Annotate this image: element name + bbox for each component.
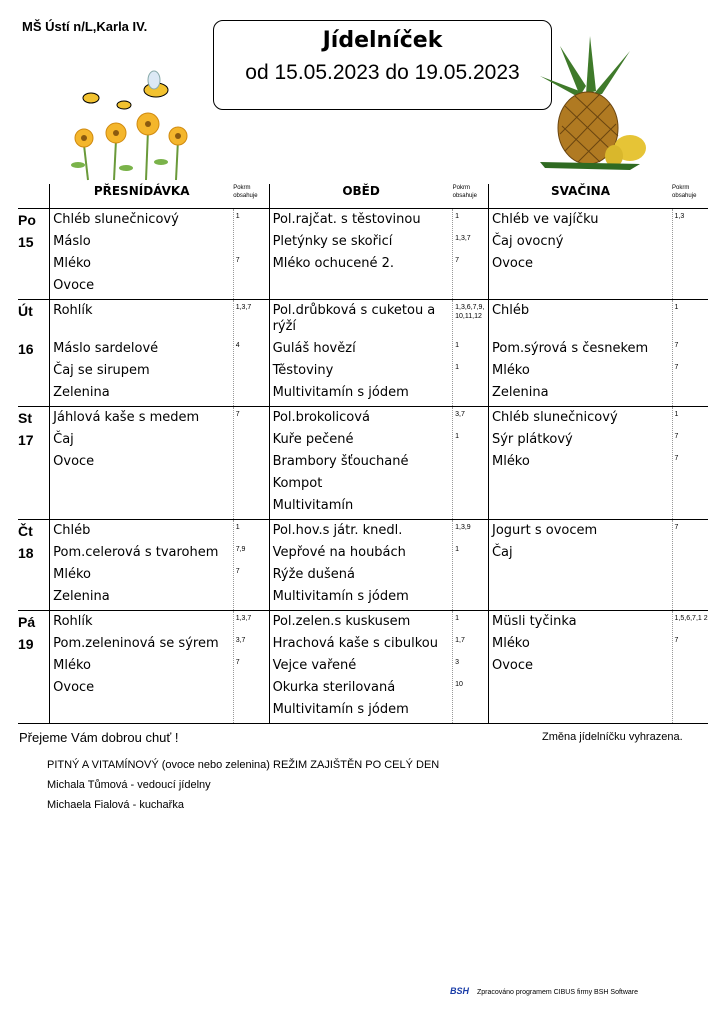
breakfast-allergen-codes — [234, 231, 269, 253]
breakfast-allergen-codes: 7 — [235, 411, 240, 418]
snack-allergen-codes — [673, 275, 708, 297]
snack-cell — [488, 520, 672, 611]
lunch-item: Vejce vařené — [272, 658, 357, 673]
snack-item: Chléb slunečnicový — [491, 410, 618, 425]
breakfast-item: Pom.zeleninová se sýrem — [53, 636, 219, 651]
snack-item: Mléko — [491, 636, 530, 651]
day-row — [18, 407, 708, 520]
breakfast-allergen-codes — [234, 382, 269, 404]
lunch-item: Rýže dušená — [272, 567, 355, 582]
breakfast-allergens-cell — [233, 407, 269, 520]
lunch-allergen-codes: 1 — [455, 433, 460, 440]
snack-cell — [488, 209, 672, 300]
day-abbr: Pá — [18, 614, 36, 630]
lunch-item: Multivitamín s jódem — [272, 589, 409, 604]
breakfast-allergen-codes: 7 — [235, 257, 240, 264]
lunch-allergens-cell — [453, 300, 489, 407]
lunch-allergens-cell — [453, 209, 489, 300]
breakfast-item: Jáhlová kaše s medem — [53, 410, 200, 425]
snack-cell — [488, 300, 672, 407]
breakfast-item: Zelenina — [53, 589, 110, 604]
snack-allergens-cell — [672, 611, 708, 724]
day-number: 18 — [18, 545, 34, 561]
day-number: 17 — [18, 432, 34, 448]
snack-item: Chléb — [491, 303, 530, 318]
breakfast-cell — [50, 407, 234, 520]
breakfast-allergen-codes — [234, 677, 269, 699]
snack-item — [489, 677, 672, 699]
lunch-allergens-cell — [453, 520, 489, 611]
breakfast-item — [50, 495, 233, 517]
footer-text: Zpracováno programem CIBUS firmy BSH Software — [476, 989, 639, 996]
snack-item: Sýr plátkový — [491, 432, 573, 447]
lunch-allergen-codes: 7 — [455, 257, 460, 264]
lunch-item: Těstoviny — [272, 363, 334, 378]
header-allergens: Pokrm obsahuje — [672, 184, 708, 209]
breakfast-item: Ovoce — [53, 454, 95, 469]
breakfast-item — [50, 699, 233, 721]
day-label — [18, 300, 50, 407]
bsh-logo: BSH — [450, 986, 470, 996]
page-title: Jídelníček — [322, 28, 443, 53]
lunch-allergen-codes — [453, 275, 488, 297]
lunch-allergen-codes — [453, 586, 488, 608]
breakfast-allergen-codes — [234, 495, 269, 517]
lunch-item: Multivitamín s jódem — [272, 702, 409, 717]
day-label — [18, 520, 50, 611]
lunch-allergen-codes: 3,7 — [455, 411, 465, 418]
snack-allergen-codes — [673, 564, 708, 586]
lunch-allergen-codes — [453, 473, 488, 495]
day-row — [18, 300, 708, 407]
snack-item — [489, 699, 672, 721]
breakfast-item: Zelenina — [53, 385, 110, 400]
breakfast-allergen-codes — [234, 699, 269, 721]
snack-allergen-codes — [673, 586, 708, 608]
snack-item: Čaj — [491, 545, 513, 560]
snack-item: Jogurt s ovocem — [491, 523, 598, 538]
header-snack: SVAČINA — [488, 184, 672, 209]
lunch-allergen-codes: 1 — [455, 364, 460, 371]
lunch-item: Multivitamín — [272, 498, 354, 513]
day-number: 15 — [18, 234, 34, 250]
lunch-item — [270, 275, 453, 297]
lunch-allergen-codes: 1,7 — [455, 637, 465, 644]
snack-allergen-codes: 7 — [674, 342, 679, 349]
breakfast-allergen-codes: 7 — [235, 659, 240, 666]
snack-item: Ovoce — [491, 658, 534, 673]
snack-item: Mléko — [491, 454, 530, 469]
snack-allergen-codes — [673, 253, 708, 275]
lunch-item: Kuře pečené — [272, 432, 354, 447]
lunch-allergens-cell — [453, 407, 489, 520]
header-lunch: OBĚD — [269, 184, 453, 209]
breakfast-item: Pom.celerová s tvarohem — [53, 545, 219, 560]
breakfast-allergen-codes — [234, 275, 269, 297]
day-row — [18, 520, 708, 611]
breakfast-allergen-codes — [234, 586, 269, 608]
lunch-allergen-codes — [453, 495, 488, 517]
snack-allergen-codes — [673, 231, 708, 253]
snack-allergens-cell — [672, 520, 708, 611]
breakfast-allergen-codes: 3,7 — [235, 637, 246, 644]
breakfast-allergen-codes: 1 — [235, 524, 240, 531]
breakfast-item: Máslo — [53, 234, 91, 249]
lunch-cell — [269, 611, 453, 724]
day-abbr: Po — [18, 212, 36, 228]
note-drinking: PITNÝ A VITAMÍNOVÝ (ovoce nebo zelenina) REŽIM ZAJIŠTĚN PO CELÝ DEN — [47, 759, 440, 771]
snack-allergens-cell — [672, 209, 708, 300]
day-abbr: Út — [18, 303, 33, 319]
lunch-allergen-codes: 1,3,7 — [455, 235, 471, 242]
day-label — [18, 209, 50, 300]
snack-allergen-codes — [673, 699, 708, 721]
header-breakfast: PŘESNÍDÁVKA — [50, 184, 234, 209]
header-allergens: Pokrm obsahuje — [233, 184, 269, 209]
menu-table — [18, 184, 708, 724]
lunch-cell — [269, 520, 453, 611]
date-range: od 15.05.2023 do 19.05.2023 — [245, 61, 520, 84]
lunch-allergen-codes — [453, 451, 488, 473]
pineapple-image — [520, 36, 660, 170]
breakfast-item: Chléb — [53, 523, 91, 538]
breakfast-allergen-codes: 7,9 — [235, 546, 246, 553]
snack-item: Chléb ve vajíčku — [491, 212, 599, 227]
lunch-item: Vepřové na houbách — [272, 545, 406, 560]
lunch-item: Pol.brokolicová — [272, 410, 370, 425]
breakfast-cell — [50, 520, 234, 611]
school-name: MŠ Ústí n/L,Karla IV. — [22, 19, 148, 34]
snack-cell — [488, 611, 672, 724]
note-manager: Michala Tůmová - vedoucí jídelny — [47, 779, 211, 791]
breakfast-cell — [50, 611, 234, 724]
snack-allergen-codes — [673, 655, 708, 677]
day-header — [18, 184, 50, 209]
snack-cell — [488, 407, 672, 520]
snack-allergen-codes: 7 — [674, 433, 679, 440]
lunch-allergen-codes: 1,3,6,7,9, 10,11,12 — [455, 304, 485, 320]
lunch-item: Pol.zelen.s kuskusem — [272, 614, 411, 629]
snack-item — [489, 564, 672, 586]
lunch-allergen-codes — [453, 564, 488, 586]
snack-item — [489, 275, 672, 297]
breakfast-allergen-codes — [234, 451, 269, 473]
snack-allergen-codes: 7 — [674, 637, 679, 644]
day-label — [18, 407, 50, 520]
snack-item: Mléko — [491, 363, 530, 378]
snack-allergen-codes: 7 — [674, 364, 679, 371]
breakfast-allergen-codes — [234, 429, 269, 451]
breakfast-allergen-codes — [234, 360, 269, 382]
breakfast-item: Rohlík — [53, 614, 93, 629]
breakfast-item: Máslo sardelové — [53, 341, 159, 356]
snack-allergen-codes: 1,5,6,7,1 2 — [674, 615, 708, 622]
lunch-item: Multivitamín s jódem — [272, 385, 409, 400]
lunch-allergen-codes: 1,3,9 — [455, 524, 471, 531]
lunch-item: Brambory šťouchané — [272, 454, 409, 469]
lunch-allergen-codes: 10 — [455, 681, 463, 688]
breakfast-allergen-codes: 1 — [235, 213, 240, 220]
lunch-cell — [269, 209, 453, 300]
breakfast-allergen-codes: 4 — [235, 342, 240, 349]
lunch-item: Hrachová kaše s cibulkou — [272, 636, 438, 651]
lunch-item: Pol.hov.s játr. knedl. — [272, 523, 403, 538]
lunch-allergen-codes: 3 — [455, 659, 460, 666]
snack-allergen-codes: 7 — [674, 455, 679, 462]
day-number: 19 — [18, 636, 34, 652]
snack-item: Ovoce — [491, 256, 534, 271]
snack-item: Müsli tyčinka — [491, 614, 577, 629]
snack-allergen-codes — [673, 473, 708, 495]
snack-item — [489, 473, 672, 495]
lunch-allergen-codes — [453, 699, 488, 721]
snack-allergens-cell — [672, 407, 708, 520]
lunch-item: Mléko ochucené 2. — [272, 256, 395, 271]
snack-allergen-codes — [673, 677, 708, 699]
lunch-allergen-codes: 1 — [455, 342, 460, 349]
snack-item: Pom.sýrová s česnekem — [491, 341, 649, 356]
day-abbr: St — [18, 410, 32, 426]
snack-allergens-cell — [672, 300, 708, 407]
day-row — [18, 611, 708, 724]
snack-item — [489, 586, 672, 608]
title-box — [213, 20, 552, 110]
breakfast-item: Mléko — [53, 256, 91, 271]
lunch-item: Guláš hovězí — [272, 341, 356, 356]
breakfast-item — [50, 473, 233, 495]
breakfast-allergens-cell — [233, 520, 269, 611]
breakfast-item: Mléko — [53, 567, 91, 582]
snack-allergen-codes — [673, 495, 708, 517]
breakfast-item: Čaj se sirupem — [53, 363, 150, 378]
wish-text: Přejeme Vám dobrou chuť ! — [19, 730, 179, 745]
breakfast-item: Rohlík — [53, 303, 93, 318]
lunch-item: Pletýnky se skořicí — [272, 234, 393, 249]
lunch-item: Kompot — [272, 476, 323, 491]
breakfast-allergen-codes: 7 — [235, 568, 240, 575]
breakfast-item: Mléko — [53, 658, 91, 673]
breakfast-allergen-codes: 1,3,7 — [235, 615, 252, 622]
breakfast-allergens-cell — [233, 300, 269, 407]
breakfast-allergens-cell — [233, 209, 269, 300]
breakfast-allergen-codes: 1,3,7 — [235, 304, 252, 311]
lunch-allergen-codes: 1 — [455, 546, 460, 553]
day-row — [18, 209, 708, 300]
snack-item — [489, 495, 672, 517]
lunch-item: Pol.rajčat. s těstovinou — [272, 212, 421, 227]
lunch-allergen-codes — [453, 382, 488, 404]
breakfast-allergen-codes — [234, 473, 269, 495]
day-abbr: Čt — [18, 523, 33, 539]
lunch-item: Okurka sterilovaná — [272, 680, 396, 695]
change-note: Změna jídelníčku vyhrazena. — [542, 731, 683, 743]
breakfast-item: Čaj — [53, 432, 74, 447]
footer — [450, 986, 638, 996]
note-cook: Michaela Fialová - kuchařka — [47, 799, 184, 811]
breakfast-cell — [50, 300, 234, 407]
snack-item: Zelenina — [491, 385, 549, 400]
snack-allergen-codes: 1,3 — [674, 213, 685, 220]
lunch-allergen-codes: 1 — [455, 615, 460, 622]
snack-allergen-codes — [673, 382, 708, 404]
snack-allergen-codes: 1 — [674, 304, 679, 311]
flowers-bees-image — [66, 60, 196, 185]
day-number: 16 — [18, 341, 34, 357]
lunch-allergens-cell — [453, 611, 489, 724]
breakfast-allergens-cell — [233, 611, 269, 724]
snack-allergen-codes: 1 — [674, 411, 679, 418]
breakfast-item: Ovoce — [53, 278, 95, 293]
lunch-cell — [269, 407, 453, 520]
breakfast-item: Chléb slunečnicový — [53, 212, 179, 227]
lunch-item: Pol.drůbková s cuketou a rýží — [272, 303, 436, 334]
snack-allergen-codes: 7 — [674, 524, 679, 531]
day-label — [18, 611, 50, 724]
breakfast-item: Ovoce — [53, 680, 95, 695]
breakfast-cell — [50, 209, 234, 300]
snack-item: Čaj ovocný — [491, 234, 564, 249]
snack-allergen-codes — [673, 542, 708, 564]
header-allergens: Pokrm obsahuje — [453, 184, 489, 209]
lunch-cell — [269, 300, 453, 407]
lunch-allergen-codes: 1 — [455, 213, 460, 220]
